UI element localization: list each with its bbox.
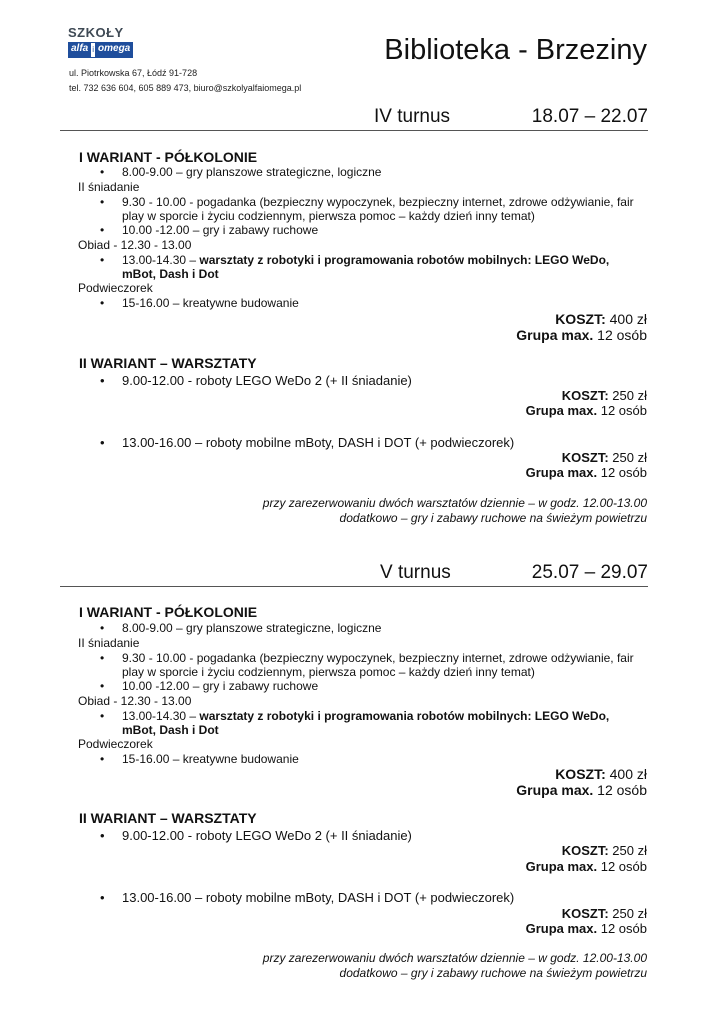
iv-variant2-heading: II WARIANT – WARSZTATY: [79, 355, 257, 371]
iv-w1-item4-bold1: warsztaty z robotyki i programowania robotów mobilnych: LEGO WeDo,: [199, 253, 610, 267]
logo-i-text: i: [91, 42, 95, 58]
iv-w1-cost: [555, 311, 647, 327]
turnus-iv-name: IV turnus: [374, 106, 451, 127]
iv-w2-group1-value: 12 osób: [597, 403, 647, 418]
v-w1-item4-bold2: mBot, Dash i Dot: [122, 723, 219, 737]
v-w2-group1-value: 12 osób: [597, 859, 647, 874]
logo-omega-text: omega: [95, 42, 133, 58]
iv-w1-item4: [122, 253, 647, 281]
iv-w2-cost2: [562, 450, 647, 465]
v-w2-group1-label: Grupa max.: [525, 859, 598, 874]
v-note-line2: dodatkowo – gry i zabawy ruchowe na świeżym powietrzu: [339, 966, 647, 980]
logo-bottom: [68, 42, 134, 58]
v-w1-group: [516, 782, 647, 798]
iv-w1-group: [516, 327, 647, 343]
v-w1-item4-bold1: warsztaty z robotyki i programowania robotów mobilnych: LEGO WeDo,: [199, 709, 610, 723]
iv-w2-item2: • 13.00-16.00 – roboty mobilne mBoty, DASH i DOT (+ podwieczorek): [122, 435, 647, 450]
v-w1-lunch: Obiad - 12.30 - 13.00: [78, 694, 192, 708]
v-w1-item3: • 10.00 -12.00 – gry i zabawy ruchowe: [122, 679, 647, 693]
iv-w1-item4-time: 13.00-14.30 –: [122, 253, 200, 267]
iv-w1-item2-line1: 9.30 - 10.00 - pogadanka (bezpieczny wypoczynek, bezpieczny internet, zdrowe odżywianie, fair: [122, 195, 634, 209]
iv-w2-group2: [526, 465, 647, 480]
iv-w2-item1: • 9.00-12.00 - roboty LEGO WeDo 2 (+ II śniadanie): [122, 373, 647, 388]
address-line: ul. Piotrkowska 67, Łódź 91-728: [69, 68, 198, 78]
iv-w2-cost2-value: 250 zł: [608, 450, 647, 465]
iv-w1-item1: • 8.00-9.00 – gry planszowe strategiczne, logiczne: [122, 165, 647, 179]
v-w2-cost2-value: 250 zł: [608, 906, 647, 921]
iv-w2-group2-value: 12 osób: [597, 465, 647, 480]
v-w1-item4: [122, 709, 647, 737]
v-w1-item2-line1: 9.30 - 10.00 - pogadanka (bezpieczny wypoczynek, bezpieczny internet, zdrowe odżywianie, fair: [122, 651, 634, 665]
v-w2-group2: [526, 921, 647, 936]
iv-w1-group-value: 12 osób: [593, 327, 647, 343]
v-variant1-heading: I WARIANT - PÓŁKOLONIE: [79, 604, 258, 620]
v-w1-group-label: Grupa max.: [516, 782, 594, 798]
v-w1-cost-label: KOSZT:: [555, 766, 606, 782]
iv-w1-item3: • 10.00 -12.00 – gry i zabawy ruchowe: [122, 223, 647, 237]
iv-w2-cost1-label: KOSZT:: [561, 388, 609, 403]
v-w1-item2-line2: play w sporcie i życiu codziennym, pierwsza pomoc – każdy dzień inny temat): [122, 665, 535, 679]
iv-w1-item2: [122, 195, 647, 223]
iv-note-line2: dodatkowo – gry i zabawy ruchowe na świeżym powietrzu: [339, 511, 647, 525]
v-w2-item2: • 13.00-16.00 – roboty mobilne mBoty, DASH i DOT (+ podwieczorek): [122, 890, 647, 905]
iv-w1-cost-label: KOSZT:: [555, 311, 606, 327]
v-w2-cost2-label: KOSZT:: [561, 906, 609, 921]
v-w1-snack2: Podwieczorek: [78, 737, 153, 751]
v-w1-item1: • 8.00-9.00 – gry planszowe strategiczne, logiczne: [122, 621, 647, 635]
v-w2-cost1-label: KOSZT:: [561, 843, 609, 858]
v-w2-item1: • 9.00-12.00 - roboty LEGO WeDo 2 (+ II śniadanie): [122, 828, 647, 843]
iv-w1-snack1: II śniadanie: [78, 180, 140, 194]
v-w2-group2-value: 12 osób: [597, 921, 647, 936]
page-title: Biblioteka - Brzeziny: [384, 34, 647, 66]
turnus-v-header: [60, 560, 648, 587]
v-w1-cost-value: 400 zł: [605, 766, 647, 782]
iv-w2-group1-label: Grupa max.: [525, 403, 598, 418]
turnus-v-dates: 25.07 – 29.07: [531, 562, 648, 583]
v-w1-snack1: II śniadanie: [78, 636, 140, 650]
v-w1-item5: • 15-16.00 – kreatywne budowanie: [122, 752, 647, 766]
iv-w1-lunch: Obiad - 12.30 - 13.00: [78, 238, 192, 252]
iv-w1-cost-value: 400 zł: [605, 311, 647, 327]
iv-w1-group-label: Grupa max.: [516, 327, 594, 343]
v-w1-item2: [122, 651, 647, 679]
turnus-iv-header: [60, 104, 648, 131]
contact-line: tel. 732 636 604, 605 889 473, biuro@szkolyalfaiomega.pl: [69, 83, 302, 93]
v-w2-group2-label: Grupa max.: [525, 921, 598, 936]
logo-top-text: SZKOŁY: [68, 25, 124, 40]
iv-w2-group1: [526, 403, 647, 418]
iv-variant1-heading: I WARIANT - PÓŁKOLONIE: [79, 149, 258, 165]
turnus-iv-dates: 18.07 – 22.07: [531, 106, 648, 127]
iv-w2-cost1: [562, 388, 647, 403]
iv-note-line1: przy zarezerwowaniu dwóch warsztatów dziennie – w godz. 12.00-13.00: [262, 496, 647, 510]
logo-alfa-text: alfa: [68, 42, 91, 58]
v-variant2-heading: II WARIANT – WARSZTATY: [79, 810, 257, 826]
iv-w2-cost2-label: KOSZT:: [561, 450, 609, 465]
school-logo: [68, 26, 134, 62]
v-w2-cost1: [562, 843, 647, 858]
iv-w2-group2-label: Grupa max.: [525, 465, 598, 480]
iv-w1-item4-bold2: mBot, Dash i Dot: [122, 267, 219, 281]
v-w2-cost1-value: 250 zł: [608, 843, 647, 858]
v-w1-group-value: 12 osób: [593, 782, 647, 798]
v-w1-cost: [555, 766, 647, 782]
v-w2-cost2: [562, 906, 647, 921]
v-w1-item4-time: 13.00-14.30 –: [122, 709, 200, 723]
iv-w1-item2-line2: play w sporcie i życiu codziennym, pierwsza pomoc – każdy dzień inny temat): [122, 209, 535, 223]
iv-w1-item5: • 15-16.00 – kreatywne budowanie: [122, 296, 647, 310]
iv-w2-cost1-value: 250 zł: [608, 388, 647, 403]
v-note-line1: przy zarezerwowaniu dwóch warsztatów dziennie – w godz. 12.00-13.00: [262, 951, 647, 965]
v-w2-group1: [526, 859, 647, 874]
iv-w1-snack2: Podwieczorek: [78, 281, 153, 295]
turnus-v-name: V turnus: [380, 562, 451, 583]
